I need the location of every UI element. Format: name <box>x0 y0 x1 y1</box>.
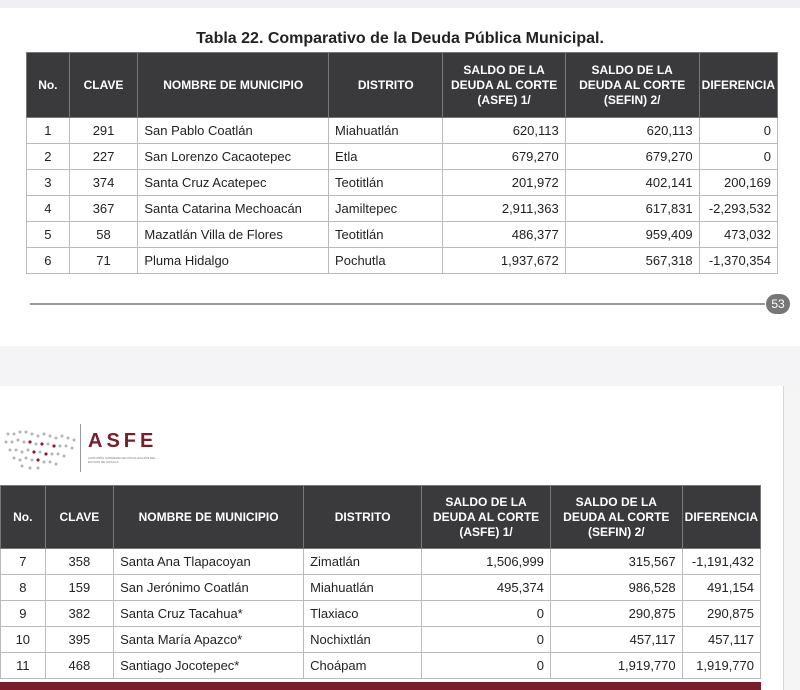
cell-no: 8 <box>1 575 46 601</box>
cell-no: 6 <box>27 248 70 274</box>
cell-no: 3 <box>27 170 70 196</box>
cell-no: 7 <box>1 549 46 575</box>
col-sefin-line1: SALDO DE LA <box>575 494 657 509</box>
cell-diferencia: -1,370,354 <box>699 248 777 274</box>
cell-asfe: 679,270 <box>443 144 565 170</box>
col-diferencia: DIFERENCIA <box>682 486 760 549</box>
cell-diferencia: 1,919,770 <box>682 653 760 679</box>
cell-asfe: 0 <box>422 601 551 627</box>
cell-no: 9 <box>1 601 46 627</box>
cell-clave: 367 <box>69 196 138 222</box>
cell-nombre: Mazatlán Villa de Flores <box>138 222 329 248</box>
cell-clave: 395 <box>45 627 113 653</box>
col-asfe <box>443 53 565 118</box>
cell-distrito: Pochutla <box>329 248 443 274</box>
cell-sefin: 620,113 <box>565 118 699 144</box>
cell-clave: 468 <box>45 653 113 679</box>
page-number: 53 <box>766 294 790 314</box>
col-sefin-line3: (SEFIN) 2/ <box>603 92 661 107</box>
col-sefin-line1: SALDO DE LA <box>591 62 673 77</box>
cell-asfe: 201,972 <box>443 170 565 196</box>
table-caption: Tabla 22. Comparativo de la Deuda Pública Municipal. <box>196 30 604 47</box>
cell-nombre: Santiago Jocotepec* <box>114 653 304 679</box>
table-row <box>27 118 778 144</box>
table-row <box>27 170 778 196</box>
col-nombre: NOMBRE DE MUNICIPIO <box>138 53 329 118</box>
debt-comparison-table-2 <box>0 485 761 679</box>
col-no: No. <box>1 486 46 549</box>
cell-sefin: 617,831 <box>565 196 699 222</box>
cell-no: 1 <box>27 118 70 144</box>
table-row <box>1 601 761 627</box>
cell-clave: 71 <box>69 248 138 274</box>
cell-nombre: Santa Cruz Tacahua* <box>114 601 304 627</box>
cell-nombre: Santa Ana Tlapacoyan <box>114 549 304 575</box>
table-body <box>27 118 778 274</box>
col-asfe-line1: SALDO DE LA <box>445 494 527 509</box>
table-row <box>27 222 778 248</box>
cell-nombre: Santa Catarina Mechoacán <box>138 196 329 222</box>
cell-asfe: 0 <box>422 627 551 653</box>
asfe-logo-subtitle: AUDITORÍA SUPERIOR DE FISCALIZACIÓN DEL ESTADO DE OAXACA <box>88 456 156 464</box>
table-row <box>27 196 778 222</box>
cell-clave: 159 <box>45 575 113 601</box>
col-asfe-line3: (ASFE) 1/ <box>477 92 531 107</box>
col-sefin-line2: DEUDA AL CORTE <box>563 509 670 524</box>
cell-diferencia: -2,293,532 <box>699 196 777 222</box>
cell-diferencia: 491,154 <box>682 575 760 601</box>
col-asfe-line2: DEUDA AL CORTE <box>432 509 540 524</box>
cell-distrito: Miahuatlán <box>329 118 443 144</box>
cell-asfe: 0 <box>422 653 551 679</box>
cell-clave: 358 <box>45 549 113 575</box>
cell-asfe: 486,377 <box>443 222 565 248</box>
cell-distrito: Teotitlán <box>329 170 443 196</box>
cell-diferencia: 0 <box>699 144 777 170</box>
col-asfe-line3: (ASFE) 1/ <box>459 524 513 539</box>
debt-comparison-table-1 <box>26 52 778 274</box>
cell-no: 4 <box>27 196 70 222</box>
col-sefin-line2: DEUDA AL CORTE <box>579 77 686 92</box>
cell-diferencia: 290,875 <box>682 601 760 627</box>
cell-asfe: 620,113 <box>443 118 565 144</box>
cell-asfe: 2,911,363 <box>443 196 565 222</box>
cell-diferencia: 0 <box>699 118 777 144</box>
cell-nombre: San Lorenzo Cacaotepec <box>138 144 329 170</box>
cell-sefin: 457,117 <box>550 627 682 653</box>
cell-diferencia: 457,117 <box>682 627 760 653</box>
cell-asfe: 1,506,999 <box>422 549 551 575</box>
cell-nombre: Santa Cruz Acatepec <box>138 170 329 196</box>
cell-clave: 374 <box>69 170 138 196</box>
table-row <box>1 627 761 653</box>
cell-distrito: Teotitlán <box>329 222 443 248</box>
table-row <box>1 549 761 575</box>
cell-nombre: San Pablo Coatlán <box>138 118 329 144</box>
page-side-decoration <box>783 386 800 690</box>
asfe-logo-map-icon <box>2 424 78 474</box>
cell-sefin: 986,528 <box>550 575 682 601</box>
cell-diferencia: 473,032 <box>699 222 777 248</box>
col-no: No. <box>27 53 70 118</box>
col-diferencia: DIFERENCIA <box>699 53 777 118</box>
cell-clave: 291 <box>69 118 138 144</box>
cell-asfe: 1,937,672 <box>443 248 565 274</box>
cell-asfe: 495,374 <box>422 575 551 601</box>
table-header <box>1 486 761 549</box>
col-asfe <box>422 486 551 549</box>
cell-nombre: San Jerónimo Coatlán <box>114 575 304 601</box>
cell-diferencia: -1,191,432 <box>682 549 760 575</box>
cell-nombre: Santa María Apazco* <box>114 627 304 653</box>
cell-sefin: 315,567 <box>550 549 682 575</box>
table-row <box>1 653 761 679</box>
cell-diferencia: 200,169 <box>699 170 777 196</box>
cell-distrito: Nochixtlán <box>304 627 422 653</box>
cell-distrito: Jamiltepec <box>329 196 443 222</box>
cell-distrito: Choápam <box>304 653 422 679</box>
table-bottom-bar <box>0 682 761 690</box>
col-nombre: NOMBRE DE MUNICIPIO <box>114 486 304 549</box>
col-distrito: DISTRITO <box>329 53 443 118</box>
cell-clave: 227 <box>69 144 138 170</box>
table-body <box>1 549 761 679</box>
cell-sefin: 1,919,770 <box>550 653 682 679</box>
cell-sefin: 567,318 <box>565 248 699 274</box>
cell-sefin: 959,409 <box>565 222 699 248</box>
top-edge <box>0 0 800 8</box>
table-row <box>27 248 778 274</box>
cell-distrito: Tlaxiaco <box>304 601 422 627</box>
cell-distrito: Miahuatlán <box>304 575 422 601</box>
cell-sefin: 290,875 <box>550 601 682 627</box>
table-header <box>27 53 778 118</box>
cell-no: 10 <box>1 627 46 653</box>
cell-sefin: 402,141 <box>565 170 699 196</box>
col-clave: CLAVE <box>69 53 138 118</box>
col-distrito: DISTRITO <box>304 486 422 549</box>
asfe-logo-text: ASFE <box>88 430 158 452</box>
cell-sefin: 679,270 <box>565 144 699 170</box>
footer-rule <box>30 303 765 305</box>
col-asfe-line1: SALDO DE LA <box>463 62 545 77</box>
page-gap <box>0 346 800 386</box>
cell-no: 2 <box>27 144 70 170</box>
col-sefin-line3: (SEFIN) 2/ <box>587 524 645 539</box>
cell-no: 11 <box>1 653 46 679</box>
col-sefin <box>565 53 699 118</box>
table-row <box>1 575 761 601</box>
table-row <box>27 144 778 170</box>
cell-nombre: Pluma Hidalgo <box>138 248 329 274</box>
col-clave: CLAVE <box>45 486 113 549</box>
cell-no: 5 <box>27 222 70 248</box>
logo-divider <box>80 424 81 472</box>
col-sefin <box>550 486 682 549</box>
cell-distrito: Zimatlán <box>304 549 422 575</box>
cell-clave: 382 <box>45 601 113 627</box>
cell-distrito: Etla <box>329 144 443 170</box>
cell-clave: 58 <box>69 222 138 248</box>
col-asfe-line2: DEUDA AL CORTE <box>450 77 558 92</box>
